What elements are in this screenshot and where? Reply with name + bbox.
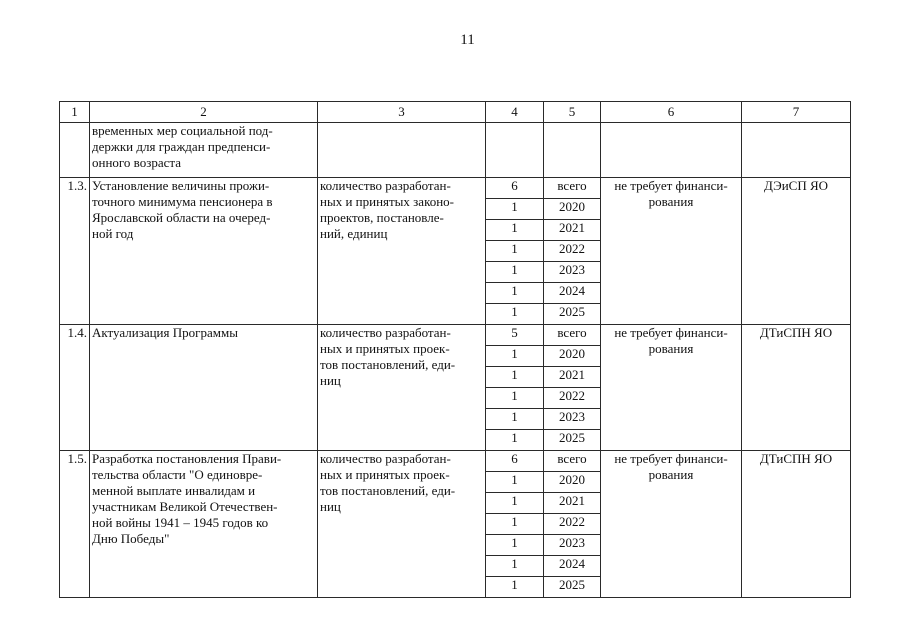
measure-number: 1.3.: [60, 178, 90, 325]
measure-name: [90, 178, 318, 325]
year-label: 2023: [544, 535, 601, 556]
year-value: 1: [486, 262, 544, 283]
measure-name: [90, 451, 318, 598]
year-label: 2021: [544, 367, 601, 388]
column-header: 2: [90, 102, 318, 123]
year-value: 1: [486, 304, 544, 325]
empty-cell: [318, 123, 486, 178]
year-label: 2020: [544, 346, 601, 367]
text-line: не требует финанси-: [614, 178, 728, 193]
total-value: 5: [486, 325, 544, 346]
measure-row: [60, 325, 851, 346]
indicator-text: [318, 325, 486, 451]
text-line: не требует финанси-: [614, 451, 728, 466]
year-value: 1: [486, 388, 544, 409]
page-number: 11: [460, 32, 475, 48]
text-line: ных и принятых проек-: [320, 467, 450, 482]
year-label: 2022: [544, 241, 601, 262]
measure-name: [90, 325, 318, 451]
text-line: ных и принятых проек-: [320, 341, 450, 356]
year-value: 1: [486, 220, 544, 241]
year-value: 1: [486, 556, 544, 577]
year-value: 1: [486, 472, 544, 493]
measure-number: 1.4.: [60, 325, 90, 451]
text-line: ной войны 1941 – 1945 годов ко: [92, 515, 269, 530]
year-label: 2021: [544, 493, 601, 514]
table-body: [60, 102, 851, 598]
year-label: 2023: [544, 262, 601, 283]
year-value: 1: [486, 577, 544, 598]
table-header-row: [60, 102, 851, 123]
year-label: 2024: [544, 283, 601, 304]
continuation-text: [90, 123, 318, 178]
year-label: 2021: [544, 220, 601, 241]
total-label: всего: [544, 451, 601, 472]
year-label: 2020: [544, 199, 601, 220]
year-value: 1: [486, 535, 544, 556]
empty-cell: [742, 123, 851, 178]
text-line: проектов, постановле-: [320, 210, 444, 225]
measure-number: 1.5.: [60, 451, 90, 598]
measure-row: [60, 451, 851, 472]
year-value: 1: [486, 514, 544, 535]
text-line: рования: [648, 467, 694, 482]
responsible-department: ДТиСПН ЯО: [742, 451, 851, 598]
column-header: 4: [486, 102, 544, 123]
column-header: 3: [318, 102, 486, 123]
year-label: 2025: [544, 430, 601, 451]
text-line: Актуализация Программы: [92, 325, 238, 340]
year-value: 1: [486, 346, 544, 367]
text-line: количество разработан-: [320, 451, 451, 466]
responsible-department: ДЭиСП ЯО: [742, 178, 851, 325]
continuation-row: [60, 123, 851, 178]
year-value: 1: [486, 199, 544, 220]
year-label: 2022: [544, 388, 601, 409]
measure-row: [60, 178, 851, 199]
indicator-text: [318, 178, 486, 325]
column-header: 7: [742, 102, 851, 123]
empty-cell: [486, 123, 544, 178]
text-line: ний, единиц: [320, 226, 388, 241]
text-line: ных и принятых законо-: [320, 194, 455, 209]
text-line: Установление величины прожи-: [92, 178, 270, 193]
responsible-department: ДТиСПН ЯО: [742, 325, 851, 451]
text-line: Разработка постановления Прави-: [92, 451, 282, 466]
text-line: ной год: [92, 226, 134, 241]
text-line: ниц: [320, 499, 341, 514]
year-label: 2023: [544, 409, 601, 430]
empty-cell: [601, 123, 742, 178]
text-line: онного возраста: [92, 155, 182, 170]
text-line: рования: [648, 194, 694, 209]
total-value: 6: [486, 451, 544, 472]
year-label: 2025: [544, 304, 601, 325]
empty-cell: [60, 123, 90, 178]
total-value: 6: [486, 178, 544, 199]
text-line: тов постановлений, еди-: [320, 357, 456, 372]
text-line: точного минимума пенсионера в: [92, 194, 273, 209]
year-label: 2020: [544, 472, 601, 493]
year-value: 1: [486, 493, 544, 514]
empty-cell: [544, 123, 601, 178]
year-value: 1: [486, 430, 544, 451]
text-line: не требует финанси-: [614, 325, 728, 340]
column-header: 6: [601, 102, 742, 123]
indicator-text: [318, 451, 486, 598]
text-line: держки для граждан предпенси-: [92, 139, 271, 154]
year-label: 2022: [544, 514, 601, 535]
text-line: участникам Великой Отечествен-: [92, 499, 278, 514]
text-line: количество разработан-: [320, 325, 451, 340]
year-label: 2025: [544, 577, 601, 598]
year-value: 1: [486, 241, 544, 262]
text-line: менной выплате инвалидам и: [92, 483, 256, 498]
measures-table: [59, 101, 851, 598]
financing-text: [601, 178, 742, 325]
column-header: 5: [544, 102, 601, 123]
financing-text: [601, 325, 742, 451]
year-value: 1: [486, 283, 544, 304]
text-line: Дню Победы": [92, 531, 170, 546]
text-line: количество разработан-: [320, 178, 451, 193]
text-line: тельства области "О единовре-: [92, 467, 263, 482]
text-line: тов постановлений, еди-: [320, 483, 456, 498]
total-label: всего: [544, 178, 601, 199]
text-line: ниц: [320, 373, 341, 388]
financing-text: [601, 451, 742, 598]
year-value: 1: [486, 367, 544, 388]
total-label: всего: [544, 325, 601, 346]
text-line: Ярославской области на очеред-: [92, 210, 271, 225]
text-line: временных мер социальной под-: [92, 123, 273, 138]
text-line: рования: [648, 341, 694, 356]
year-value: 1: [486, 409, 544, 430]
column-header: 1: [60, 102, 90, 123]
year-label: 2024: [544, 556, 601, 577]
